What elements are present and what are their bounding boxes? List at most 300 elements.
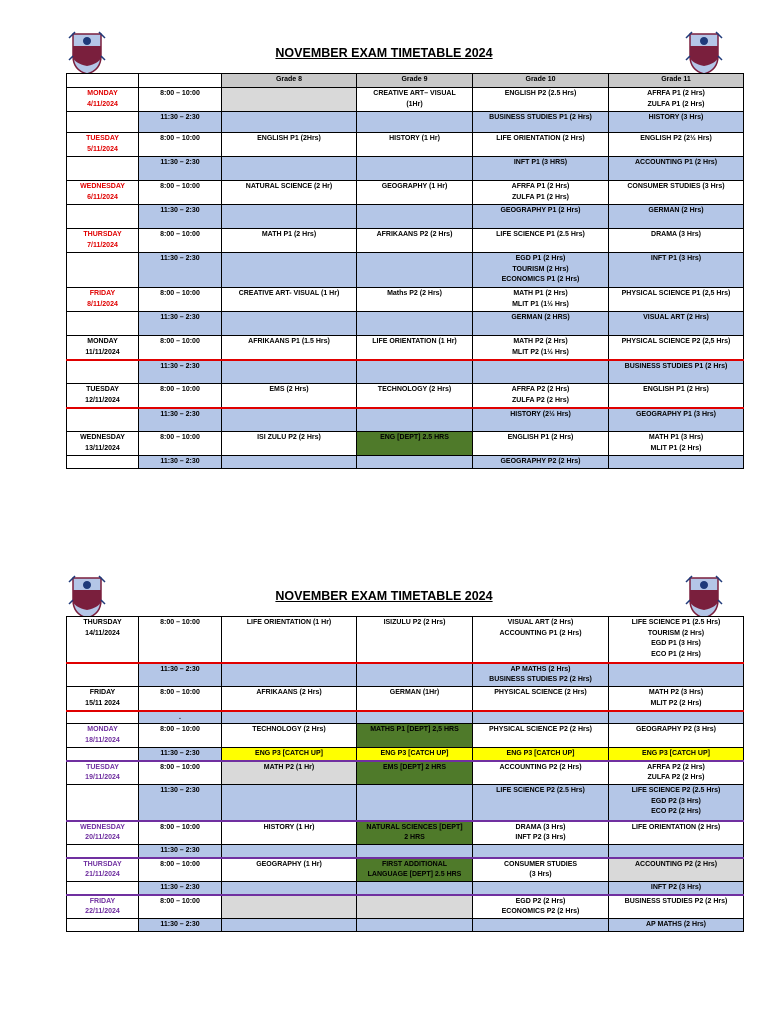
cell-text-line: 8:00 – 10:00 (160, 823, 200, 831)
cell-text-line: 8:00 – 10:00 (160, 90, 200, 97)
day-cell (67, 312, 139, 336)
cell-text-line: 8:00 – 10:00 (160, 135, 200, 142)
cell-text-line: TUESDAY (86, 763, 119, 771)
cell-text-line: ENGLISH P1 (2Hrs) (257, 135, 321, 142)
table-row (67, 748, 744, 761)
exam-cell (609, 312, 744, 336)
cell-text-line: 21/11/2024 (85, 871, 120, 878)
cell-text-line: AFRFA P2 (2 Hrs) (511, 386, 570, 393)
table-row (67, 919, 744, 932)
cell-text-line: 11:30 – 2:30 (160, 884, 200, 891)
table-row (67, 785, 744, 821)
time-cell (139, 312, 222, 336)
cell-text-line: 11:30 – 2:30 (160, 159, 200, 166)
cell-text-line: ENG P3 [CATCH UP] (255, 750, 323, 757)
cell-text-line: MATH P2 (1 Hr) (263, 763, 315, 771)
cell-text-line: 5/11/2024 (87, 145, 118, 153)
cell-text-line: 8:00 – 10:00 (160, 619, 200, 626)
cell-text-line: THURSDAY (83, 860, 122, 868)
table-row (67, 157, 744, 181)
cell-text-line: MATHS P1 [DEPT] 2,5 HRS (370, 726, 459, 733)
exam-cell (222, 112, 357, 133)
cell-text-line: AP MATHS (2 Hrs) (510, 665, 571, 673)
cell-text-line: ENG [DEPT] 2.5 HRS (380, 434, 449, 441)
exam-cell (357, 229, 473, 253)
time-cell (139, 711, 222, 724)
day-cell (67, 408, 139, 432)
exam-cell (357, 687, 473, 711)
exam-cell (473, 181, 609, 205)
table-row (67, 312, 744, 336)
day-cell (67, 181, 139, 205)
exam-cell (357, 88, 473, 112)
day-cell (67, 157, 139, 181)
cell-text-line: ENG P3 [CATCH UP] (506, 750, 575, 757)
day-cell (67, 821, 139, 845)
day-cell (67, 895, 139, 919)
exam-cell (609, 133, 744, 157)
table-row (67, 384, 744, 408)
cell-text-line: EGD P2 (3 Hrs) (651, 797, 701, 805)
exam-cell (473, 456, 609, 469)
cell-text-line: CONSUMER STUDIES (3 Hrs) (627, 183, 725, 190)
cell-text-line: EMS [DEPT] 2 HRS (382, 763, 446, 771)
time-cell (139, 205, 222, 229)
table-row (67, 229, 744, 253)
cell-text-line: WEDNESDAY (80, 183, 125, 190)
cell-text-line: 11:30 – 2:30 (160, 255, 200, 262)
time-cell (139, 858, 222, 882)
exam-cell (473, 845, 609, 858)
column-header (67, 74, 139, 88)
cell-text-line: INFT P2 (3 Hrs) (650, 884, 702, 891)
cell-text-line: ECO P1 (2 Hrs) (651, 650, 701, 658)
cell-text-line: HISTORY (1 Hr) (389, 135, 440, 142)
cell-text-line: 19/11/2024 (85, 774, 120, 781)
cell-text-line: VISUAL ART (2 Hrs) (643, 314, 709, 321)
table-row (67, 253, 744, 288)
cell-text-line: CONSUMER STUDIES (503, 860, 578, 868)
column-header (139, 74, 222, 88)
cell-text-line: FRIDAY (89, 689, 116, 696)
day-cell (67, 133, 139, 157)
table-row (67, 88, 744, 112)
table-row (67, 336, 744, 360)
exam-cell (357, 858, 473, 882)
cell-text-line: 11:30 – 2:30 (160, 921, 200, 928)
cell-text-line: EGD P1 (2 Hrs) (515, 255, 566, 262)
cell-text-line: 11:30 – 2:30 (160, 750, 200, 757)
cell-text-line: 8:00 – 10:00 (160, 231, 200, 238)
day-cell (67, 748, 139, 761)
exam-cell (609, 253, 744, 288)
cell-text-line: MLIT P2 (1½ Hrs) (512, 348, 569, 356)
time-cell (139, 617, 222, 663)
day-cell (67, 845, 139, 858)
exam-cell (609, 360, 744, 384)
cell-text-line: 11:30 – 2:30 (160, 207, 200, 214)
cell-text-line: EGD P2 (2 Hrs) (515, 897, 566, 905)
exam-cell (222, 724, 357, 748)
table-row (67, 724, 744, 748)
cell-text-line: 6/11/2024 (87, 193, 118, 201)
day-cell (67, 919, 139, 932)
exam-cell (357, 785, 473, 821)
cell-text-line: MATH P2 (2 Hrs) (513, 338, 568, 345)
cell-text-line: FIRST ADDITIONAL (381, 860, 448, 868)
cell-text-line: ACCOUNTING P1 (2 Hrs) (499, 629, 582, 637)
time-cell (139, 157, 222, 181)
exam-cell (609, 181, 744, 205)
day-cell (67, 384, 139, 408)
cell-text-line: GEOGRAPHY (1 Hr) (381, 183, 448, 190)
cell-text-line: 8:00 – 10:00 (160, 689, 200, 696)
cell-text-line: INFT P2 (3 Hrs) (515, 834, 566, 841)
exam-cell (473, 205, 609, 229)
table-row (67, 663, 744, 687)
cell-text-line: GEOGRAPHY (1 Hr) (256, 860, 322, 868)
exam-cell (357, 663, 473, 687)
cell-text-line: LIFE ORIENTATION (2 Hrs) (631, 823, 721, 831)
cell-text-line: LANGUAGE [DEPT] 2.5 HRS (367, 871, 462, 878)
cell-text-line: THURSDAY (83, 231, 122, 238)
exam-cell (222, 761, 357, 785)
cell-text-line: LIFE ORIENTATION (2 Hrs) (496, 135, 585, 142)
day-cell (67, 205, 139, 229)
exam-cell (473, 384, 609, 408)
exam-cell (222, 360, 357, 384)
exam-cell (609, 663, 744, 687)
time-cell (139, 456, 222, 469)
exam-cell (222, 456, 357, 469)
day-cell (67, 336, 139, 360)
exam-cell (222, 785, 357, 821)
exam-cell (473, 895, 609, 919)
cell-text-line: MONDAY (87, 726, 118, 733)
cell-text-line: 13/11/2024 (85, 444, 120, 452)
exam-cell (473, 761, 609, 785)
cell-text-line: 8:00 – 10:00 (160, 338, 200, 345)
cell-text-line: WEDNESDAY (80, 823, 125, 831)
table-row (67, 288, 744, 312)
header-row (67, 74, 744, 88)
exam-cell (357, 617, 473, 663)
exam-cell (357, 133, 473, 157)
exam-cell (222, 882, 357, 895)
exam-cell (473, 133, 609, 157)
cell-text-line: 15/11 2024 (85, 699, 120, 707)
cell-text-line: AP MATHS (2 Hrs) (645, 921, 707, 928)
cell-text-line: 4/11/2024 (87, 100, 118, 108)
exam-cell (357, 748, 473, 761)
cell-text-line: FRIDAY (89, 897, 116, 905)
exam-cell (609, 895, 744, 919)
cell-text-line: LIFE ORIENTATION (1 Hr) (246, 619, 332, 626)
cell-text-line: TOURISM (2 Hrs) (512, 265, 569, 273)
exam-cell (473, 711, 609, 724)
cell-text-line: 14/11/2024 (85, 629, 120, 637)
table-row (67, 133, 744, 157)
time-cell (139, 133, 222, 157)
cell-text-line: GEOGRAPHY P1 (3 Hrs) (635, 410, 716, 418)
day-cell (67, 88, 139, 112)
cell-text-line: MATH P1 (2 Hrs) (261, 231, 317, 238)
cell-text-line: MLIT P1 (1½ Hrs) (512, 300, 569, 308)
table-row (67, 456, 744, 469)
exam-cell (609, 724, 744, 748)
cell-text-line: TECHNOLOGY (2 Hrs) (252, 726, 326, 733)
cell-text-line: AFRIKAANS (2 Hrs) (256, 689, 322, 696)
exam-cell (609, 687, 744, 711)
exam-cell (222, 919, 357, 932)
exam-cell (357, 205, 473, 229)
cell-text-line: ZULFA P2 (2 Hrs) (512, 396, 569, 404)
page-title: NOVEMBER EXAM TIMETABLE 2024 (275, 589, 493, 603)
day-cell (67, 785, 139, 821)
exam-cell (357, 711, 473, 724)
exam-cell (609, 748, 744, 761)
cell-text-line: GERMAN (2 Hrs) (648, 207, 704, 214)
cell-text-line: ACCOUNTING P1 (2 Hrs) (634, 159, 718, 166)
day-cell (67, 663, 139, 687)
exam-cell (222, 288, 357, 312)
time-cell (139, 384, 222, 408)
time-cell (139, 88, 222, 112)
exam-cell (222, 88, 357, 112)
exam-cell (609, 157, 744, 181)
exam-cell (357, 919, 473, 932)
exam-cell (473, 882, 609, 895)
exam-cell (473, 112, 609, 133)
cell-text-line: 8:00 – 10:00 (160, 726, 200, 733)
table-row (67, 711, 744, 724)
exam-cell (222, 617, 357, 663)
cell-text-line: PHYSICAL SCIENCE P2 (2,5 Hrs) (621, 338, 731, 345)
column-header: Grade 10 (473, 74, 609, 88)
exam-cell (609, 384, 744, 408)
cell-text-line: MLIT P2 (2 Hrs) (650, 699, 702, 707)
time-cell (139, 112, 222, 133)
cell-text-line: ECONOMICS P1 (2 Hrs) (501, 276, 580, 283)
table-row (67, 408, 744, 432)
exam-cell (357, 456, 473, 469)
day-cell (67, 456, 139, 469)
exam-cell (473, 821, 609, 845)
time-cell (139, 687, 222, 711)
cell-text-line: 11:30 – 2:30 (160, 410, 200, 418)
cell-text-line: 8:00 – 10:00 (160, 290, 200, 297)
table-row (67, 617, 744, 663)
cell-text-line: TUESDAY (86, 135, 119, 142)
cell-text-line: 8:00 – 10:00 (160, 183, 200, 190)
time-cell (139, 288, 222, 312)
cell-text-line: LIFE SCIENCE P1 (2.5 Hrs) (631, 619, 721, 626)
exam-cell (222, 312, 357, 336)
time-cell (139, 336, 222, 360)
exam-cell (222, 687, 357, 711)
exam-cell (609, 229, 744, 253)
column-header: Grade 8 (222, 74, 357, 88)
day-cell (67, 112, 139, 133)
day-cell (67, 858, 139, 882)
exam-cell (473, 88, 609, 112)
exam-cell (357, 845, 473, 858)
cell-text-line: 11:30 – 2:30 (160, 847, 200, 854)
table-row (67, 845, 744, 858)
cell-text-line: 8:00 – 10:00 (160, 763, 200, 771)
exam-cell (222, 858, 357, 882)
cell-text-line: ECO P2 (2 Hrs) (651, 808, 701, 815)
time-cell (139, 253, 222, 288)
exam-cell (357, 761, 473, 785)
exam-cell (609, 205, 744, 229)
exam-cell (473, 748, 609, 761)
exam-cell (222, 157, 357, 181)
exam-cell (222, 205, 357, 229)
cell-text-line: PHYSICAL SCIENCE P1 (2,5 Hrs) (621, 290, 731, 297)
cell-text-line: 12/11/2024 (85, 396, 120, 404)
exam-cell (473, 229, 609, 253)
exam-cell (609, 432, 744, 456)
cell-text-line: AFRFA P1 (2 Hrs) (647, 90, 705, 97)
table-row (67, 882, 744, 895)
exam-cell (222, 336, 357, 360)
cell-text-line: LIFE SCIENCE P2 (2.5 Hrs) (631, 787, 721, 794)
day-cell (67, 724, 139, 748)
exam-cell (357, 724, 473, 748)
exam-cell (222, 895, 357, 919)
exam-cell (473, 253, 609, 288)
exam-cell (609, 112, 744, 133)
day-cell (67, 761, 139, 785)
cell-text-line: EGD P1 (3 Hrs) (651, 640, 701, 647)
time-cell (139, 785, 222, 821)
exam-cell (609, 288, 744, 312)
cell-text-line: BUSINESS STUDIES P2 (2 Hrs) (489, 676, 592, 683)
time-cell (139, 432, 222, 456)
exam-cell (357, 181, 473, 205)
cell-text-line: (1Hr) (406, 100, 423, 108)
cell-text-line: HISTORY (1 Hr) (263, 823, 315, 831)
exam-cell (357, 821, 473, 845)
cell-text-line: EMS (2 Hrs) (269, 386, 309, 393)
time-cell (139, 748, 222, 761)
cell-text-line: BUSINESS STUDIES P1 (2 Hrs) (624, 362, 728, 370)
exam-cell (609, 858, 744, 882)
exam-cell (473, 858, 609, 882)
cell-text-line: TOURISM (2 Hrs) (647, 629, 705, 637)
time-cell (139, 895, 222, 919)
cell-text-line: MLIT P1 (2 Hrs) (650, 444, 702, 452)
cell-text-line: NATURAL SCIENCE (2 Hr) (245, 183, 333, 190)
exam-cell (222, 253, 357, 288)
cell-text-line: ACCOUNTING P2 (2 Hrs) (634, 860, 718, 868)
cell-text-line: ISI ZULU P2 (2 Hrs) (257, 434, 321, 441)
table-row (67, 181, 744, 205)
cell-text-line: GEOGRAPHY P2 (3 Hrs) (635, 726, 716, 733)
cell-text-line: DRAMA (3 Hrs) (651, 231, 701, 238)
cell-text-line: TECHNOLOGY (2 Hrs) (377, 386, 452, 393)
cell-text-line: BUSINESS STUDIES P1 (2 Hrs) (489, 114, 592, 121)
cell-text-line: MONDAY (87, 90, 118, 97)
cell-text-line: AFRIKAANS P2 (2 Hrs) (376, 231, 453, 238)
table-row (67, 895, 744, 919)
cell-text-line: GEOGRAPHY P1 (2 Hrs) (500, 207, 581, 214)
exam-cell (609, 919, 744, 932)
cell-text-line: 11:30 – 2:30 (160, 314, 200, 321)
time-cell (139, 821, 222, 845)
day-cell (67, 288, 139, 312)
cell-text-line: INFT P1 (3 HRS) (513, 159, 568, 166)
exam-cell (473, 408, 609, 432)
exam-cell (222, 748, 357, 761)
cell-text-line: ZULFA P2 (2 Hrs) (647, 774, 705, 781)
cell-text-line: 8:00 – 10:00 (160, 897, 200, 905)
time-cell (139, 761, 222, 785)
exam-cell (473, 336, 609, 360)
cell-text-line: AFRFA P2 (2 Hrs) (647, 763, 705, 771)
cell-text-line: LIFE ORIENTATION (1 Hr) (372, 338, 457, 345)
day-cell (67, 882, 139, 895)
cell-text-line: 8:00 – 10:00 (160, 386, 200, 393)
cell-text-line: 11:30 – 2:30 (160, 362, 200, 370)
cell-text-line: WEDNESDAY (80, 434, 125, 441)
cell-text-line: ISIZULU P2 (2 Hrs) (383, 619, 446, 626)
exam-cell (473, 687, 609, 711)
exam-timetable-table (66, 616, 744, 932)
cell-text-line: . (179, 713, 181, 721)
exam-cell (357, 384, 473, 408)
day-cell (67, 253, 139, 288)
cell-text-line: AFRFA P1 (2 Hrs) (511, 183, 570, 190)
day-cell (67, 617, 139, 663)
time-cell (139, 408, 222, 432)
cell-text-line: BUSINESS STUDIES P2 (2 Hrs) (624, 897, 728, 905)
exam-cell (222, 133, 357, 157)
exam-cell (222, 821, 357, 845)
cell-text-line: 8:00 – 10:00 (160, 860, 200, 868)
day-cell (67, 432, 139, 456)
day-cell (67, 229, 139, 253)
exam-cell (609, 617, 744, 663)
exam-cell (609, 336, 744, 360)
time-cell (139, 882, 222, 895)
cell-text-line: CREATIVE ART- VISUAL (1 Hr) (238, 290, 340, 297)
cell-text-line: THURSDAY (83, 619, 122, 626)
cell-text-line: ZULFA P1 (2 Hrs) (512, 193, 569, 201)
cell-text-line: ENGLISH P1 (2 Hrs) (507, 434, 574, 441)
cell-text-line: 22/11/2024 (85, 908, 120, 915)
time-cell (139, 845, 222, 858)
table-row (67, 687, 744, 711)
time-cell (139, 360, 222, 384)
time-cell (139, 724, 222, 748)
cell-text-line: ECONOMICS P2 (2 Hrs) (501, 908, 580, 915)
exam-cell (473, 919, 609, 932)
cell-text-line: MATH P1 (2 Hrs) (513, 290, 568, 297)
cell-text-line: ENG P3 [CATCH UP] (642, 750, 710, 757)
exam-cell (473, 785, 609, 821)
cell-text-line: 11:30 – 2:30 (160, 665, 200, 673)
exam-cell (357, 360, 473, 384)
cell-text-line: CREATIVE ART– VISUAL (373, 90, 456, 97)
column-header: Grade 9 (357, 74, 473, 88)
table-row (67, 205, 744, 229)
exam-cell (222, 181, 357, 205)
exam-cell (609, 456, 744, 469)
exam-cell (357, 336, 473, 360)
exam-cell (357, 288, 473, 312)
